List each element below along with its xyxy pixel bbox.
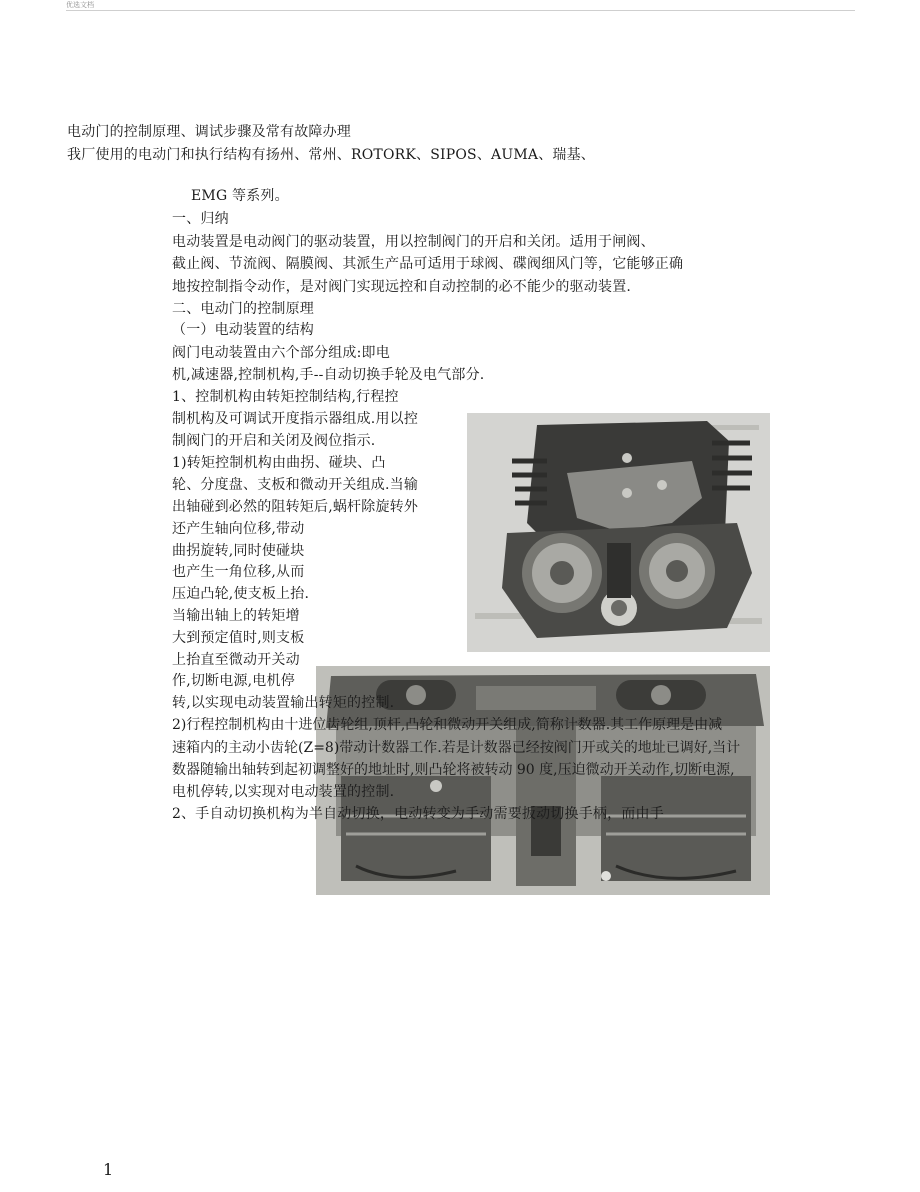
paragraph-line: 地按控制指令动作，是对阀门实现远控和自动控制的必不能少的驱动装置.: [172, 279, 632, 295]
paragraph-line: 还产生轴向位移,带动: [172, 521, 305, 537]
paragraph-line: 当输出轴上的转矩增: [172, 608, 300, 624]
paragraph-line: 速箱内的主动小齿轮(Z=8)带动计数器工作.若是计数器已经按阀门开或关的地址已调好,当计: [172, 740, 741, 756]
page-number: 1: [103, 1160, 114, 1179]
header-label: 优选文档: [66, 1, 94, 9]
paragraph-line: 压迫凸轮,使支板上抬.: [172, 586, 310, 602]
paragraph-line: 曲拐旋转,同时使碰块: [172, 543, 305, 559]
paragraph-line: 1)转矩控制机构由曲拐、碰块、凸: [172, 455, 386, 471]
paragraph-line: 作,切断电源,电机停: [172, 673, 295, 689]
paragraph-line: 电机停转,以实现对电动装置的控制.: [172, 784, 395, 800]
paragraph-line: 2)行程控制机构由十进位齿轮组,顶杆,凸轮和微动开关组成,简称计数器.其工作原理是由减: [172, 717, 723, 733]
paragraph-line: 2、手自动切换机构为半自动切换，电动转变为手动需要扳动切换手柄，而由手: [172, 806, 664, 822]
section-heading: 一、归纳: [172, 211, 229, 227]
paragraph-line: 制机构及可调试开度指示器组成.用以控: [172, 411, 419, 427]
paragraph-line: 我厂使用的电动门和执行结构有扬州、常州、ROTORK、SIPOS、AUMA、瑞基、: [67, 147, 595, 163]
paragraph-line: 数器随输出轴转到起初调整好的地址时,则凸轮将被转动 90 度,压迫微动开关动作,切断电源,: [172, 762, 735, 778]
paragraph-line: 机,减速器,控制机构,手--自动切换手轮及电气部分.: [172, 367, 485, 383]
paragraph-line: EMG 等系列。: [191, 188, 289, 204]
paragraph-line: 1、控制机构由转矩控制结构,行程控: [172, 389, 399, 405]
paragraph-line: 截止阀、节流阀、隔膜阀、其派生产品可适用于球阀、碟阀细风门等，它能够正确: [172, 256, 684, 272]
section-heading: 二、电动门的控制原理: [172, 301, 314, 317]
document-title: 电动门的控制原理、调试步骤及常有故障办理: [67, 124, 351, 140]
paragraph-line: 制阀门的开启和关闭及阀位指示.: [172, 433, 376, 449]
paragraph-line: 出轴碰到必然的阻转矩后,蜗杆除旋转外: [172, 499, 419, 515]
paragraph-line: 也产生一角位移,从而: [172, 564, 305, 580]
paragraph-line: 电动装置是电动阀门的驱动装置，用以控制阀门的开启和关闭。适用于闸阀、: [172, 234, 655, 250]
paragraph-line: 轮、分度盘、支板和微动开关组成.当输: [172, 477, 419, 493]
paragraph-line: 上抬直至微动开关动: [172, 652, 300, 668]
paragraph-line: 阀门电动装置由六个部分组成:即电: [172, 345, 390, 361]
paragraph-line: 大到预定值时,则支板: [172, 630, 305, 646]
paragraph-line: 转,以实现电动装置输出转矩的控制.: [172, 695, 395, 711]
subsection-heading: （一）电动装置的结构: [172, 322, 314, 338]
